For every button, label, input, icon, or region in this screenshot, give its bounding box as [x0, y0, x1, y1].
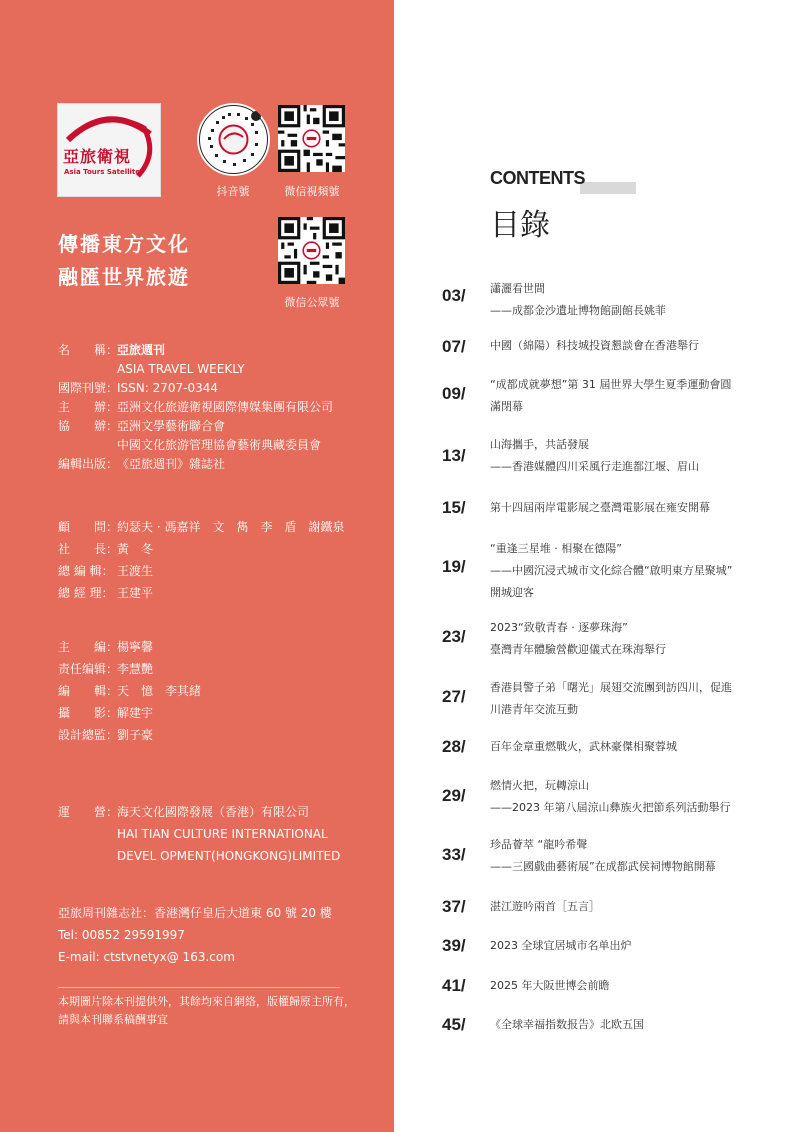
- logo-subtitle: Asia Tours Satellite: [64, 168, 140, 176]
- toc-title: 湛江遊吟兩首［五言］: [490, 900, 600, 913]
- info-row: 國際刊號：ISSN: 2707-0344: [58, 381, 219, 395]
- staff-list-1: [58, 516, 344, 604]
- staff-list-2: [58, 636, 201, 746]
- toc-title: 山海攜手，共話發展 ——香港媒體四川采風行走進都江堰、眉山: [490, 438, 699, 473]
- info-row: 社 長：黃 冬: [58, 542, 154, 556]
- logo-name: 亞旅衛視: [63, 147, 132, 166]
- info-row: 設計總監：劉子豪: [58, 728, 154, 742]
- info-row: 攝 影：解建宇: [58, 706, 154, 720]
- asia-tours-satellite-logo: [57, 103, 161, 197]
- toc-page-number: 33/: [442, 845, 466, 864]
- slogan-line-2: 融匯世界旅遊: [58, 265, 190, 289]
- douyin-qr-code: [197, 103, 270, 176]
- divider: [58, 987, 340, 988]
- email: E-mail: ctstvnetyx@ 163.com: [58, 950, 235, 964]
- info-row: 總 經 理： 王建平: [58, 586, 154, 600]
- toc-title: 中國（綿陽）科技城投資懇談會在香港舉行: [490, 339, 699, 352]
- info-row: 名 稱：亞旅週刊 ASIA TRAVEL WEEKLY: [58, 343, 245, 376]
- toc-title: 珍品薈萃 “龍吟希聲 ——三國戲曲藝術展”在成都武侯祠博物館開幕: [490, 838, 716, 873]
- toc-page-number: 03/: [442, 286, 466, 305]
- toc-title: 燃情火把，玩轉涼山 ——2023 年第八屆涼山彝族火把節系列活動舉行: [490, 779, 731, 814]
- toc-title: 《全球幸福指数报告》北欧五国: [490, 1018, 644, 1031]
- toc-page-number: 39/: [442, 936, 466, 955]
- info-row: 责任编辑：李慧艷: [58, 662, 154, 676]
- contact-info: [58, 902, 332, 968]
- info-row: 顧 問：約瑟夫 · 馮嘉祥 文 雋 李 盾 謝鐵泉: [58, 520, 345, 534]
- toc-title: 2023 全球宜居城市名单出炉: [490, 939, 632, 952]
- toc-title: 2023“致敬青春 · 逐夢珠海” 臺灣青年體驗營歡迎儀式在珠海舉行: [490, 621, 666, 656]
- masthead-panel: [0, 0, 394, 1132]
- address: 亞旅周刊雜志社：香港灣仔皇后大道東 60 號 20 樓: [58, 906, 332, 920]
- toc-page-number: 07/: [442, 337, 466, 356]
- contents-accent-bar: [580, 182, 636, 194]
- toc-page-number: 45/: [442, 1015, 466, 1034]
- toc-title: “成都成就夢想”第 31 屆世界大學生夏季運動會圓 滿閉幕: [490, 378, 732, 413]
- toc-page-number: 37/: [442, 897, 466, 916]
- douyin-caption: 抖音號: [216, 185, 250, 198]
- contents-title-en: CONTENTS: [490, 168, 585, 188]
- wechat-video-caption: 微信視頻號: [284, 185, 340, 198]
- info-row: 主 辦：亞洲文化旅遊衛視國際傳媒集團有限公司: [58, 400, 334, 414]
- contents-title-zh: 目錄: [490, 208, 550, 243]
- info-row: 總 編 輯： 王渡生: [58, 564, 154, 578]
- toc-page-number: 27/: [442, 687, 466, 706]
- toc-page-number: 28/: [442, 737, 466, 756]
- wechat-public-caption: 微信公眾號: [284, 296, 340, 309]
- copyright-note: 本期圖片除本刊提供外，其餘均來自網絡，版權歸原主所有， 請與本刊聯系稿酬事宜: [58, 995, 355, 1026]
- publication-info: [58, 341, 333, 474]
- toc-title: 香港員警子弟「曙光」展翅交流團到訪四川，促進 川港青年交流互動: [490, 681, 732, 716]
- telephone: Tel: 00852 29591997: [58, 928, 185, 942]
- toc-title: 第十四屆兩岸電影展之臺灣電影展在雍安開幕: [490, 501, 710, 514]
- toc-page-number: 19/: [442, 557, 466, 576]
- info-row: 運 營：海天文化國際發展（香港）有限公司: [58, 805, 310, 819]
- info-row: 協 辦：亞洲文學藝術聯合會 中國文化旅游管理協會藝術典藏委員會: [58, 419, 322, 452]
- toc-page-number: 41/: [442, 976, 466, 995]
- info-row: 編輯出版：《亞旅週刊》雜誌社: [58, 457, 226, 471]
- slogan-line-1: 傳播東方文化: [58, 232, 190, 256]
- toc-page-number: 29/: [442, 786, 466, 805]
- toc-title: “重逢三星堆 · 相聚在德陽” ——中國沉浸式城市文化綜合體“啟明東方星聚城” 開城迎客: [490, 542, 733, 599]
- contents-panel: [394, 0, 800, 1132]
- toc-page-number: 15/: [442, 498, 466, 517]
- wechat-video-qr-code: [278, 105, 345, 172]
- toc-page-number: 23/: [442, 627, 466, 646]
- wechat-public-qr-code: [278, 217, 345, 284]
- toc-title: 2025 年大阪世博会前瞻: [490, 979, 610, 992]
- toc-title: 百年金章重燃戰火，武林豪傑相聚蓉城: [490, 740, 677, 753]
- info-row: 編 輯：天 憶 李其緒: [58, 684, 202, 698]
- toc-page-number: 09/: [442, 384, 466, 403]
- toc-title: 瀟灑看世間 ——成都金沙遺址博物館副館長姚菲: [490, 282, 666, 317]
- info-row: 主 編：楊寧馨: [58, 640, 154, 654]
- toc-page-number: 13/: [442, 446, 466, 465]
- operator-info: 運 營：海天文化國際發展（香港）有限公司 HAI TIAN CULTURE INTERNATIONAL DEVEL OPMENT(HONGKONG)LIMITED: [58, 801, 340, 867]
